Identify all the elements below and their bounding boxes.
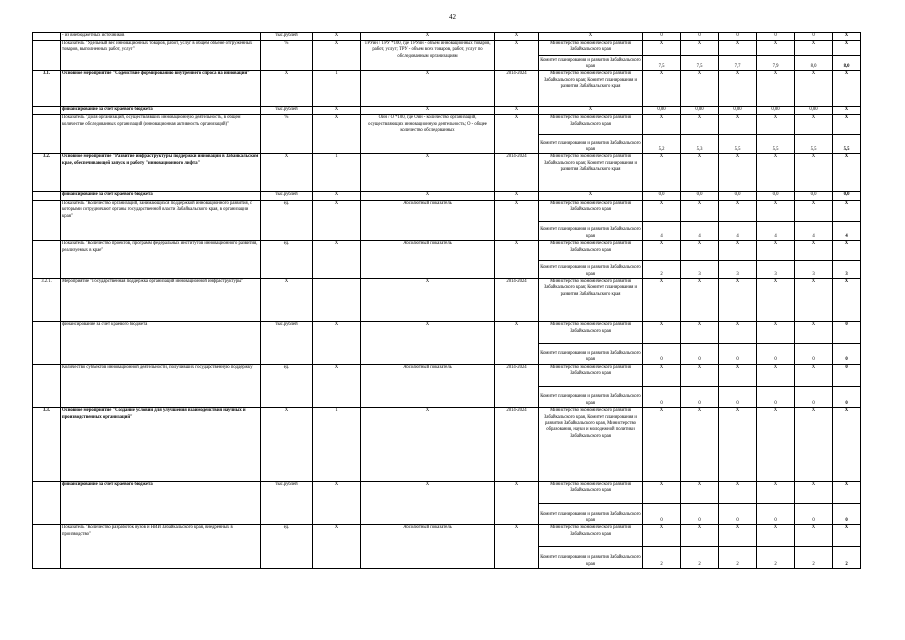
responsible-cell: Министерство экономического развития Забайкальского края [539, 41, 643, 56]
value-cell: X [757, 241, 795, 261]
row-name: Показатель "Количество разработок вузов и НИИ Забайкальского края, внедренных в производство" [61, 525, 261, 569]
unit-cell: ед. [261, 364, 313, 407]
row-number [33, 192, 61, 201]
row-name: Показатель "Удельный вес инновационных товаров, работ, услуг в общем объеме отгруженных товаров, выполненных работ, услуг" [61, 41, 261, 71]
responsible-cell: Комитет планирования и развития Забайкальского края [540, 57, 641, 69]
value-cell: X [681, 525, 719, 547]
unit-cell: ед. [261, 525, 313, 569]
value-cell: X [643, 241, 681, 261]
formula-cell: Абсолютный показатель [361, 364, 495, 407]
value-cell: 4 [719, 221, 757, 241]
value-cell: 0 [795, 344, 833, 365]
row-name: Мероприятие "Государственная поддержка организаций инновационной инфраструктуры" [61, 279, 261, 322]
value-cell: X [795, 115, 833, 135]
value-cell: X [719, 408, 757, 482]
responsible-cell: X [539, 192, 643, 201]
formula-cell: ТРУин / ТРУ *100, где ТРУин - объем инновационных товаров, работ, услуг; ТРУ - объем всех товаров, работ, услуг по обследованным организациям [361, 41, 495, 71]
formula-cell: X [361, 107, 495, 115]
row-number: 3.2. [33, 154, 61, 192]
value-cell: X [681, 241, 719, 261]
value-cell: 0,0 [643, 192, 681, 201]
table-row [33, 525, 861, 547]
value-cell: 0 [681, 503, 719, 525]
value-cell: X [643, 322, 681, 344]
row-name: финансирование за счет краевого бюджета [61, 107, 261, 115]
value-cell: X [757, 279, 795, 322]
value-cell: 0 [681, 386, 719, 408]
value-cell: X [795, 41, 833, 56]
value-cell: X [719, 41, 757, 56]
value-cell: 0 [643, 503, 681, 525]
value-cell: 2 [795, 547, 833, 569]
years-cell: X [495, 107, 539, 115]
row-number [33, 107, 61, 115]
value-cell: X [719, 200, 757, 221]
kind-cell: X [313, 525, 361, 569]
years-cell: X [495, 525, 539, 569]
value-cell: 2 [833, 547, 861, 569]
value-cell: X [833, 33, 861, 41]
value-cell: X [757, 525, 795, 547]
kind-cell: 1 [313, 71, 361, 107]
years-cell: X [495, 200, 539, 240]
value-cell: 3 [833, 260, 861, 278]
value-cell: 3 [681, 260, 719, 278]
value-cell: X [833, 241, 861, 261]
table-row [33, 192, 861, 201]
value-cell: 7,7 [719, 56, 757, 71]
value-cell: 0 [643, 386, 681, 408]
value-cell: 7,9 [757, 56, 795, 71]
value-cell: X [757, 364, 795, 386]
unit-cell: тыс.рублей [261, 33, 313, 41]
responsible-cell: Комитет планирования и развития Забайкальского края [539, 134, 643, 154]
value-cell: 2 [757, 547, 795, 569]
value-cell: X [643, 279, 681, 322]
value-cell: X [795, 482, 833, 504]
value-cell: X [795, 408, 833, 482]
years-cell: 2014-2024 [495, 408, 539, 482]
value-cell: 8,0 [795, 56, 833, 71]
value-cell: X [833, 482, 861, 504]
value-cell: 4 [833, 221, 861, 241]
formula-cell: Оин / О *100, где Оин - количество организаций, осуществляющих инновационную деятельность; О - общее количество обследованных [361, 115, 495, 154]
value-cell: 7,5 [643, 56, 681, 71]
value-cell: 0,00 [719, 107, 757, 115]
formula-cell: X [361, 322, 495, 364]
unit-cell: ед. [261, 241, 313, 279]
kind-cell [313, 279, 361, 322]
value-cell: 2 [643, 260, 681, 278]
value-cell: 0 [719, 386, 757, 408]
responsible-cell: Министерство экономического развития Забайкальского края [539, 322, 643, 344]
kind-cell: X [313, 107, 361, 115]
value-cell: 5,5 [833, 134, 861, 154]
table-row [33, 200, 861, 221]
row-number [33, 525, 61, 569]
value-cell: 0 [833, 503, 861, 525]
value-cell: X [833, 71, 861, 107]
responsible-cell: Комитет планирования и развития Забайкальского края [539, 503, 643, 525]
row-name: - из внебюджетных источников [61, 33, 261, 41]
value-cell: 4 [643, 221, 681, 241]
row-name: Основное мероприятие "Создание условий для улучшения взаимодействия научных и производственных организаций" [61, 408, 261, 482]
row-number [33, 364, 61, 407]
responsible-cell: Комитет планирования и развития Забайкальского края [539, 260, 643, 278]
value-cell: 5,5 [757, 134, 795, 154]
kind-cell: X [313, 200, 361, 240]
kind-cell: X [313, 115, 361, 154]
years-cell: 2014-2024 [495, 154, 539, 192]
row-number [33, 482, 61, 525]
row-number [33, 322, 61, 364]
table-row [33, 364, 861, 386]
value-cell: X [795, 200, 833, 221]
value-cell: X [833, 154, 861, 192]
value-cell: 0 [795, 386, 833, 408]
value-cell: 0 [833, 386, 861, 408]
value-cell: 0 [795, 503, 833, 525]
value-cell: 0 [719, 33, 757, 41]
value-cell: 0,0 [795, 192, 833, 201]
formula-cell: Абсолютный показатель [361, 241, 495, 279]
unit-cell: X [261, 408, 313, 482]
value-cell: X [719, 482, 757, 504]
responsible-cell: Министерство экономического развития Забайкальского края [539, 115, 643, 135]
kind-cell: X [313, 364, 361, 407]
value-cell: 0 [757, 386, 795, 408]
value-cell: X [833, 279, 861, 322]
value-cell: X [757, 482, 795, 504]
value-cell: 5,5 [795, 134, 833, 154]
row-number [33, 115, 61, 154]
row-number [33, 200, 61, 240]
value-cell: X [643, 200, 681, 221]
value-cell: X [795, 525, 833, 547]
kind-cell: X [313, 192, 361, 201]
value-cell: 7,5 [681, 56, 719, 71]
unit-cell: тыс.рублей [261, 107, 313, 115]
years-cell: 2014-2024 [495, 279, 539, 322]
responsible-cell: Комитет планирования и развития Забайкальского края [539, 221, 643, 241]
value-cell: 3 [757, 260, 795, 278]
value-cell: X [681, 71, 719, 107]
value-cell: X [643, 41, 681, 56]
value-cell: X [681, 364, 719, 386]
row-number [33, 33, 61, 41]
value-cell: X [719, 154, 757, 192]
years-cell: X [495, 115, 539, 154]
value-cell: 3 [795, 260, 833, 278]
value-cell: 0,0 [681, 192, 719, 201]
value-cell: 4 [795, 221, 833, 241]
row-name: Основное мероприятие "Развитие инфраструктуры поддержки инноваций в Забайкальском крае, обеспечивающей запуск и работу "инновационного лифта" [61, 154, 261, 192]
table-row [33, 279, 861, 322]
value-cell: X [833, 107, 861, 115]
responsible-cell: Министерство экономического развития Забайкальского края, Комитет планирования и развития Забайкальского края, Министерство образования, науки и молодежной политики Забайкальского края [539, 408, 643, 482]
formula-cell: X [361, 482, 495, 525]
formula-cell: Абсолютный показатель [361, 200, 495, 240]
value-cell: X [719, 364, 757, 386]
value-cell: 0 [719, 503, 757, 525]
years-cell: X [495, 33, 539, 41]
value-cell: X [757, 41, 795, 56]
value-cell: 4 [757, 221, 795, 241]
kind-cell: X [313, 322, 361, 364]
table-row [33, 107, 861, 115]
formula-cell: X [361, 33, 495, 41]
value-cell: X [681, 408, 719, 482]
value-cell: 0 [757, 503, 795, 525]
value-cell: X [833, 115, 861, 135]
responsible-cell: Министерство экономического развития Забайкальского края [539, 482, 643, 504]
years-cell: X [495, 241, 539, 279]
kind-cell: 1 [313, 408, 361, 482]
value-cell: 5,2 [643, 134, 681, 154]
value-cell: 0 [833, 364, 861, 386]
value-cell: 0 [833, 344, 861, 365]
value-cell: X [643, 71, 681, 107]
unit-cell: ед. [261, 200, 313, 240]
program-indicators-table [32, 32, 861, 569]
value-cell: 3 [719, 260, 757, 278]
row-name: Показатель "Количество организаций, занимающихся поддержкой инновационного развития, с которыми сотрудничают органы государственной власти Забайкальского края, в организации края" [61, 200, 261, 240]
row-number [33, 41, 61, 71]
value-cell: X [643, 364, 681, 386]
value-cell: 0,0 [757, 192, 795, 201]
formula-cell: X [361, 279, 495, 322]
value-cell: 0,00 [643, 107, 681, 115]
table-row [33, 408, 861, 482]
kind-cell: X [313, 41, 361, 71]
value-cell: X [795, 154, 833, 192]
value-cell: 0,00 [681, 107, 719, 115]
row-name: Основное мероприятие "Содействие формированию внутреннего спроса на инновации" [61, 71, 261, 107]
responsible-cell: Министерство экономического развития Забайкальского края [539, 364, 643, 386]
value-cell: 0,00 [757, 107, 795, 115]
table-row [33, 71, 861, 107]
responsible-cell: Комитет планирования и развития Забайкальского края [539, 547, 643, 569]
responsible-cell: Министерство экономического развития Забайкальского края [539, 200, 643, 221]
formula-cell: X [361, 408, 495, 482]
value-cell: 2 [643, 547, 681, 569]
value-cell: X [757, 200, 795, 221]
row-name: финансирование за счет краевого бюджета [61, 482, 261, 525]
value-cell: 0 [681, 344, 719, 365]
value-cell: X [833, 41, 861, 56]
value-cell: X [719, 71, 757, 107]
value-cell: X [719, 322, 757, 344]
table-row [33, 322, 861, 344]
kind-cell: 1 [313, 154, 361, 192]
value-cell: X [681, 322, 719, 344]
table-row [33, 482, 861, 504]
responsible-cell: Министерство экономического развития Забайкальского края; Комитет планирования и развития Забайкальского края [539, 154, 643, 192]
value-cell: 0,0 [719, 192, 757, 201]
unit-cell: % [261, 41, 313, 71]
value-cell: X [795, 71, 833, 107]
table-row [33, 154, 861, 192]
value-cell: 5,5 [719, 134, 757, 154]
years-cell: X [495, 41, 539, 71]
unit-cell: тыс.рублей [261, 482, 313, 525]
value-cell: X [681, 115, 719, 135]
unit-cell: X [261, 279, 313, 322]
unit-cell: X [261, 154, 313, 192]
row-number [33, 241, 61, 279]
value-cell: X [643, 482, 681, 504]
responsible-cell: Министерство экономического развития Забайкальского края [539, 525, 643, 547]
value-cell: X [681, 279, 719, 322]
value-cell: 2 [681, 547, 719, 569]
value-cell: 0,00 [795, 107, 833, 115]
formula-cell: X [361, 192, 495, 201]
value-cell: X [757, 408, 795, 482]
row-name: финансирование за счет краевого бюджета [61, 192, 261, 201]
kind-cell: X [313, 482, 361, 525]
value-cell: X [757, 71, 795, 107]
table-row [33, 41, 861, 56]
row-name: Показатель "Доля организаций, осуществлявших инновационную деятельность, в общем количестве обследованных организаций (инновационная активность организаций)" [61, 115, 261, 154]
table-row [33, 33, 861, 41]
value-cell: X [681, 41, 719, 56]
value-cell: X [719, 115, 757, 135]
value-cell: X [833, 408, 861, 482]
value-cell: X [643, 115, 681, 135]
row-name: финансирование за счет краевого бюджета [61, 322, 261, 364]
value-cell: X [681, 200, 719, 221]
kind-cell: X [313, 33, 361, 41]
responsible-cell: Министерство экономического развития Забайкальского края [539, 241, 643, 261]
value-cell: X [643, 154, 681, 192]
value-cell: X [643, 408, 681, 482]
value-cell: X [643, 525, 681, 547]
years-cell: X [495, 192, 539, 201]
value-cell: X [833, 525, 861, 547]
row-number: 3.2.1. [33, 279, 61, 322]
value-cell: 0 [795, 33, 833, 41]
table-row [33, 241, 861, 261]
value-cell: X [795, 322, 833, 344]
value-cell: X [757, 322, 795, 344]
value-cell: 0,0 [833, 192, 861, 201]
value-cell: X [795, 241, 833, 261]
responsible-cell: X [539, 107, 643, 115]
value-cell: X [719, 525, 757, 547]
responsible-cell: X [539, 33, 643, 41]
value-cell: X [795, 279, 833, 322]
value-cell: 4 [681, 221, 719, 241]
responsible-cell: Комитет планирования и развития Забайкальского края [539, 344, 643, 365]
value-cell: X [757, 154, 795, 192]
value-cell: X [681, 482, 719, 504]
value-cell: 0 [719, 344, 757, 365]
unit-cell: % [261, 115, 313, 154]
unit-cell: тыс.рублей [261, 192, 313, 201]
row-number: 3.3. [33, 408, 61, 482]
formula-cell: X [361, 71, 495, 107]
value-cell: 2 [719, 547, 757, 569]
years-cell: 2014-2024 [495, 364, 539, 407]
value-cell: X [719, 241, 757, 261]
years-cell: X [495, 322, 539, 364]
responsible-cell: Министерство экономического развития Забайкальского края; Комитет планирования и развития Забайкальского края [539, 71, 643, 107]
formula-cell: Абсолютный показатель [361, 525, 495, 569]
years-cell: 2014-2024 [495, 71, 539, 107]
unit-cell: X [261, 71, 313, 107]
page-number: 42 [449, 13, 456, 21]
value-cell: 0 [757, 33, 795, 41]
value-cell: X [833, 200, 861, 221]
row-name: Показатель "Количество проектов, программ федеральных институтов инновационного развития, реализуемых в крае" [61, 241, 261, 279]
row-name: Количество субъектов инновационной деятельности, получивших государственную поддержку [61, 364, 261, 407]
value-cell: X [719, 279, 757, 322]
unit-cell: тыс.рублей [261, 322, 313, 364]
value-cell: 5,3 [681, 134, 719, 154]
formula-cell: X [361, 154, 495, 192]
value-cell: 0 [757, 344, 795, 365]
value-cell: X [795, 364, 833, 386]
kind-cell: X [313, 241, 361, 279]
value-cell: X [681, 154, 719, 192]
years-cell: X [495, 482, 539, 525]
responsible-cell: Министерство экономического развития Забайкальского края; Комитет планирования и развития Забайкальского края [539, 279, 643, 322]
responsible-cell: Комитет планирования и развития Забайкальского края [539, 386, 643, 408]
value-cell: 0 [681, 33, 719, 41]
value-cell: 8,0 [833, 56, 861, 71]
row-number: 3.1. [33, 71, 61, 107]
table-row [33, 115, 861, 135]
value-cell: 0 [643, 344, 681, 365]
value-cell: 0 [833, 322, 861, 344]
value-cell: 0 [643, 33, 681, 41]
value-cell: X [757, 115, 795, 135]
